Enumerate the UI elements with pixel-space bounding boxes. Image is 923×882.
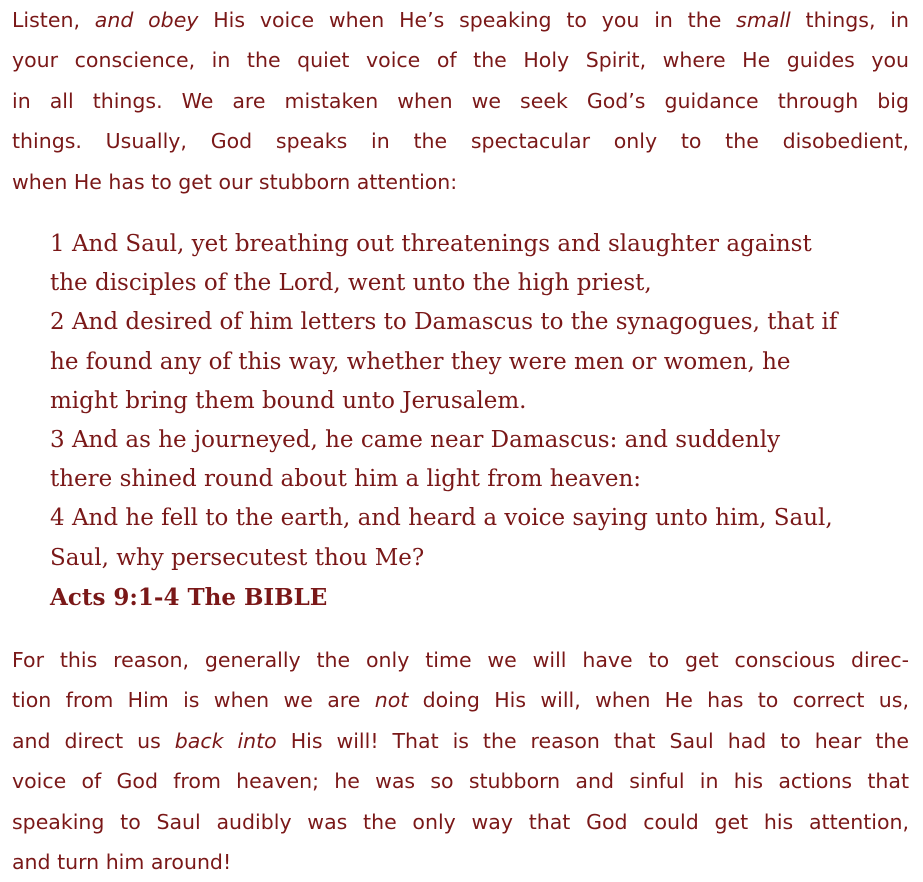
- text-run: voice of God from heaven; he was so stubborn and sinful in his actions that: [12, 769, 909, 794]
- text-line: [12, 40, 909, 80]
- text-line: [12, 761, 909, 801]
- text-run: in all things. We are mistaken when we seek God’s guidance through big: [12, 88, 909, 113]
- text-run: speaking to Saul audibly was the only way that God could get his attention,: [12, 809, 909, 834]
- text-run: Listen,: [12, 8, 95, 32]
- text-run: when He has to get our stubborn attention:: [12, 169, 458, 194]
- text-line: [12, 680, 909, 720]
- scripture-line: might bring them bound unto Jerusalem.: [50, 387, 527, 414]
- scripture-line: the disciples of the Lord, went unto the high priest,: [50, 270, 652, 297]
- scripture-line: he found any of this way, whether they were men or women, he: [50, 348, 791, 375]
- text-run: tion from Him is when we are: [12, 688, 375, 713]
- scripture-line: 2 And desired of him letters to Damascus to the synagogues, that if: [50, 309, 838, 336]
- text-line: [12, 802, 909, 842]
- emphasis-text: not: [374, 688, 409, 713]
- text-line: [12, 640, 909, 680]
- scripture-line: 4 And he fell to the earth, and heard a voice saying unto him, Saul,: [50, 505, 833, 532]
- emphasis-text: back into: [174, 728, 277, 753]
- text-line: [12, 721, 909, 761]
- text-run: For this reason, generally the only time we will have to get conscious direc-: [12, 648, 909, 672]
- text-run: and direct us: [12, 728, 175, 753]
- text-run: things. Usually, God speaks in the spectacular only to the disobedient,: [12, 129, 909, 154]
- scripture-quote: [50, 225, 870, 617]
- text-run: your conscience, in the quiet voice of the Holy Spirit, where He guides you: [12, 48, 909, 73]
- scripture-line: there shined round about him a light from heaven:: [50, 466, 642, 493]
- text-line: [12, 842, 909, 882]
- text-run: doing His will, when He has to correct us,: [408, 688, 909, 713]
- text-line: [12, 81, 909, 121]
- text-line: [12, 121, 909, 161]
- paragraph-intro: [12, 0, 909, 202]
- paragraph-explanation: [12, 640, 909, 882]
- emphasis-text: small: [736, 8, 791, 32]
- text-line: [12, 162, 909, 202]
- scripture-citation: Acts 9:1-4 The BIBLE: [50, 583, 328, 611]
- text-run: things, in: [790, 8, 909, 32]
- text-line: [12, 0, 909, 40]
- text-run: His will! That is the reason that Saul had to hear the: [276, 728, 909, 753]
- scripture-line: Saul, why persecutest thou Me?: [50, 544, 425, 571]
- emphasis-text: and obey: [94, 8, 199, 32]
- text-run: and turn him around!: [12, 849, 232, 874]
- text-run: His voice when He’s speaking to you in the: [198, 8, 737, 32]
- scripture-line: 3 And as he journeyed, he came near Damascus: and suddenly: [50, 426, 781, 453]
- scripture-lines: [50, 225, 870, 578]
- scripture-line: 1 And Saul, yet breathing out threatenings and slaughter against: [50, 231, 812, 257]
